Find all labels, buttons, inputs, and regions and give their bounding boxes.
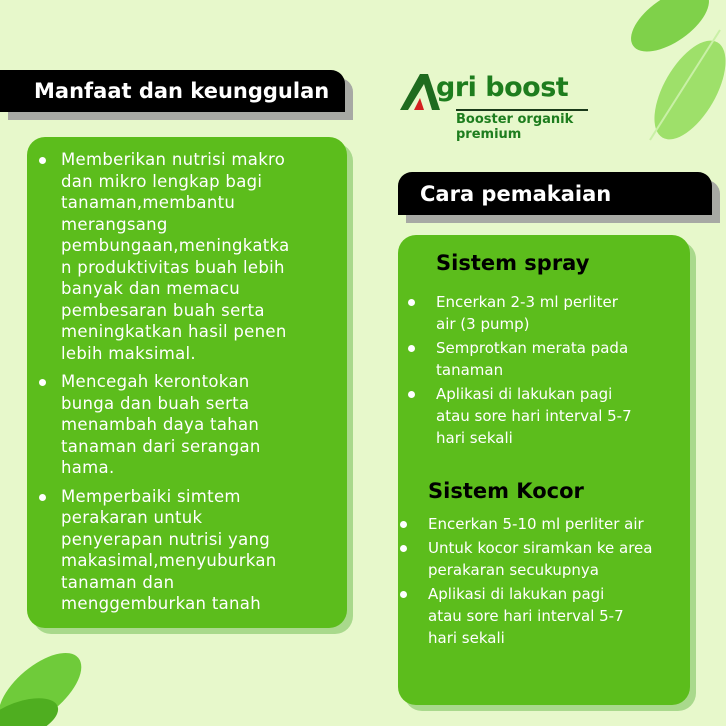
benefit-item: Mencegah kerontokan bunga dan buah serta menambah daya tahan tanaman dari serangan hama. xyxy=(39,371,337,479)
benefit-item: Memperbaiki simtem perakaran untuk penyerapan nutrisi yang makasimal,menyuburkan tanaman dan menggemburkan tanah xyxy=(39,486,337,615)
logo-tagline: Booster organik premium xyxy=(456,112,574,142)
kocor-item: Aplikasi di lakukan pagi atau sore hari interval 5-7 hari sekali xyxy=(400,583,682,649)
spray-item: Aplikasi di lakukan pagi atau sore hari interval 5-7 hari sekali xyxy=(408,383,682,449)
spray-item: Semprotkan merata pada tanaman xyxy=(408,337,682,381)
logo-divider xyxy=(456,109,588,111)
spray-title: Sistem spray xyxy=(436,251,590,275)
agri-boost-logo xyxy=(398,70,628,142)
logo-text: gri boost xyxy=(436,72,569,103)
usage-panel xyxy=(398,235,690,705)
benefits-header: Manfaat dan keunggulan xyxy=(0,70,345,112)
leaf-decoration-bottom-left xyxy=(0,630,90,726)
benefits-panel xyxy=(27,137,347,628)
benefit-item: Memberikan nutrisi makro dan mikro lengkap bagi tanaman,membantu merangsang pembungaan,meningkatka n produktivitas buah lebih banyak dan memacu pembesaran buah serta meningkatkan hasil penen lebih maksimal. xyxy=(39,149,337,364)
spray-item: Encerkan 2-3 ml perliter air (3 pump) xyxy=(408,291,682,335)
usage-header: Cara pemakaian xyxy=(398,172,712,215)
kocor-item: Untuk kocor siramkan ke area perakaran secukupnya xyxy=(400,537,682,581)
kocor-item: Encerkan 5-10 ml perliter air xyxy=(400,513,682,535)
kocor-title: Sistem Kocor xyxy=(428,479,584,503)
